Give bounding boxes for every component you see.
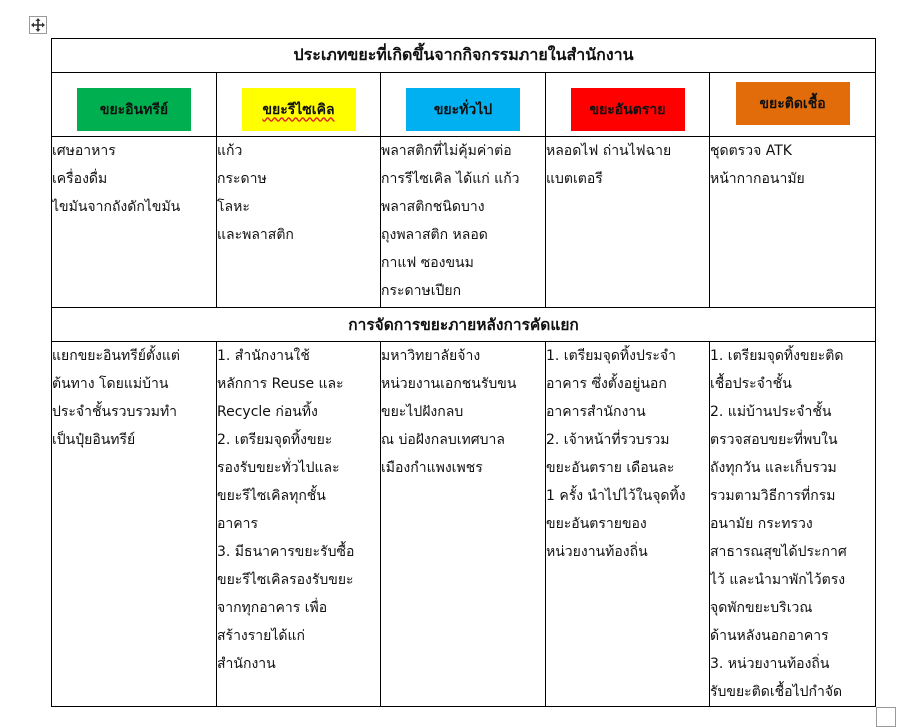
management-line: 2. เตรียมจุดทิ้งขยะ <box>217 432 333 448</box>
items-cell-organic <box>52 137 217 308</box>
management-line: ขยะรีไซเคิลรองรับขยะ <box>217 572 354 588</box>
management-line: อาคารสำนักงาน <box>546 404 646 420</box>
category-cell-infectious <box>710 73 876 137</box>
management-line: 1. เตรียมจุดทิ้งขยะติด <box>710 348 844 364</box>
management-line: หน่วยงานท้องถิ่น <box>546 544 648 560</box>
management-line: ด้านหลังนอกอาคาร <box>710 628 829 644</box>
management-line: 2. เจ้าหน้าที่รวบรวม <box>546 432 670 448</box>
management-line: 1 ครั้ง นำไปไว้ในจุดทิ้ง <box>546 488 686 504</box>
item-line: ไขมันจากถังดักไขมัน <box>52 199 181 215</box>
management-line: ถังทุกวัน และเก็บรวม <box>710 460 837 476</box>
category-label-recycle <box>242 88 356 131</box>
management-line: ขยะรีไซเคิลทุกชั้น <box>217 488 326 504</box>
item-line: ชุดตรวจ ATK <box>710 143 792 159</box>
items-cell-infectious <box>710 137 876 308</box>
category-cell-organic <box>52 73 217 137</box>
item-line: หลอดไฟ ถ่านไฟฉาย <box>546 143 672 159</box>
management-line: สร้างรายได้แก่ <box>217 628 305 644</box>
management-line: รวมตามวิธีการที่กรม <box>710 488 836 504</box>
management-line: หน่วยงานเอกชนรับขน <box>381 376 517 392</box>
item-line: พลาสติกชนิดบาง <box>381 199 485 215</box>
management-line: สาธารณสุขได้ประกาศ <box>710 544 847 560</box>
item-line: ถุงพลาสติก หลอด <box>381 227 488 243</box>
management-line: เป็นปุ๋ยอินทรีย์ <box>52 432 136 448</box>
item-line: โลหะ <box>217 199 250 215</box>
item-line: เครื่องดื่ม <box>52 171 108 187</box>
management-line: อาคาร <box>217 516 259 532</box>
management-line: ขยะอันตรายของ <box>546 516 647 532</box>
management-line: มหาวิทยาลัยจ้าง <box>381 348 481 364</box>
item-line: แบตเตอรี <box>546 171 603 187</box>
category-cell-recycle <box>217 73 381 137</box>
category-cell-hazardous <box>546 73 710 137</box>
management-line: ไว้ และนำมาพักไว้ตรง <box>710 572 846 588</box>
management-line: ต้นทาง โดยแม่บ้าน <box>52 376 169 392</box>
management-cell-infectious <box>710 342 876 707</box>
management-cell-recycle <box>217 342 381 707</box>
management-line: 2. แม่บ้านประจำชั้น <box>710 404 832 420</box>
management-cell-organic <box>52 342 217 707</box>
category-label-hazardous: ขยะอันตราย <box>571 88 685 131</box>
category-label-general: ขยะทั่วไป <box>406 88 520 131</box>
management-section-title: การจัดการขยะภายหลังการคัดแยก <box>52 308 876 342</box>
management-cell-hazardous <box>546 342 710 707</box>
management-line: 3. หน่วยงานท้องถิ่น <box>710 656 830 672</box>
waste-table <box>51 38 876 707</box>
management-line: ขยะไปฝังกลบ <box>381 404 464 420</box>
management-line: อาคาร ซึ่งตั้งอยู่นอก <box>546 376 667 392</box>
table-move-handle[interactable] <box>29 16 47 34</box>
item-line: พลาสติกที่ไม่คุ้มค่าต่อ <box>381 143 512 159</box>
management-line: สำนักงาน <box>217 656 276 672</box>
item-line: กระดาษ <box>217 171 267 187</box>
item-line: กระดาษเปียก <box>381 283 462 299</box>
items-cell-general <box>381 137 546 308</box>
category-label-infectious: ขยะติดเชื้อ <box>736 82 850 125</box>
management-line: จากทุกอาคาร เพื่อ <box>217 600 328 616</box>
items-cell-hazardous <box>546 137 710 308</box>
table-resize-handle[interactable] <box>876 707 896 727</box>
item-line: เศษอาหาร <box>52 143 116 159</box>
management-line: ตรวจสอบขยะที่พบใน <box>710 432 838 448</box>
management-line: 1. เตรียมจุดทิ้งประจำ <box>546 348 676 364</box>
management-line: เชื้อประจำชั้น <box>710 376 792 392</box>
category-cell-general <box>381 73 546 137</box>
management-line: เมืองกำแพงเพชร <box>381 460 483 476</box>
management-line: อนามัย กระทรวง <box>710 516 813 532</box>
management-line: รองรับขยะทั่วไปและ <box>217 460 340 476</box>
management-line: ณ บ่อฝังกลบเทศบาล <box>381 432 505 448</box>
management-line: แยกขยะอินทรีย์ตั้งแต่ <box>52 348 180 364</box>
management-line: จุดพักขยะบริเวณ <box>710 600 813 616</box>
management-line: หลักการ Reuse และ <box>217 376 344 392</box>
item-line: การรีไซเคิล ได้แก่ แก้ว <box>381 171 520 187</box>
management-line: รับขยะติดเชื้อไปกำจัด <box>710 684 843 700</box>
category-label-organic: ขยะอินทรีย์ <box>77 88 191 131</box>
category-label-recycle-text: ขยะรีไซเคิล <box>262 101 335 118</box>
management-line: 3. มีธนาคารขยะรับซื้อ <box>217 544 355 560</box>
item-line: หน้ากากอนามัย <box>710 171 805 187</box>
move-arrows-icon <box>31 18 45 32</box>
items-cell-recycle <box>217 137 381 308</box>
management-line: ขยะอันตราย เดือนละ <box>546 460 675 476</box>
management-cell-general <box>381 342 546 707</box>
table-title: ประเภทขยะที่เกิดขึ้นจากกิจกรรมภายในสำนักงาน <box>52 39 876 73</box>
management-line: Recycle ก่อนทิ้ง <box>217 404 318 420</box>
management-line: ประจำชั้นรวบรวมทำ <box>52 404 178 420</box>
management-line: 1. สำนักงานใช้ <box>217 348 310 364</box>
item-line: แก้ว <box>217 143 243 159</box>
item-line: กาแฟ ซองขนม <box>381 255 474 271</box>
item-line: และพลาสติก <box>217 227 294 243</box>
